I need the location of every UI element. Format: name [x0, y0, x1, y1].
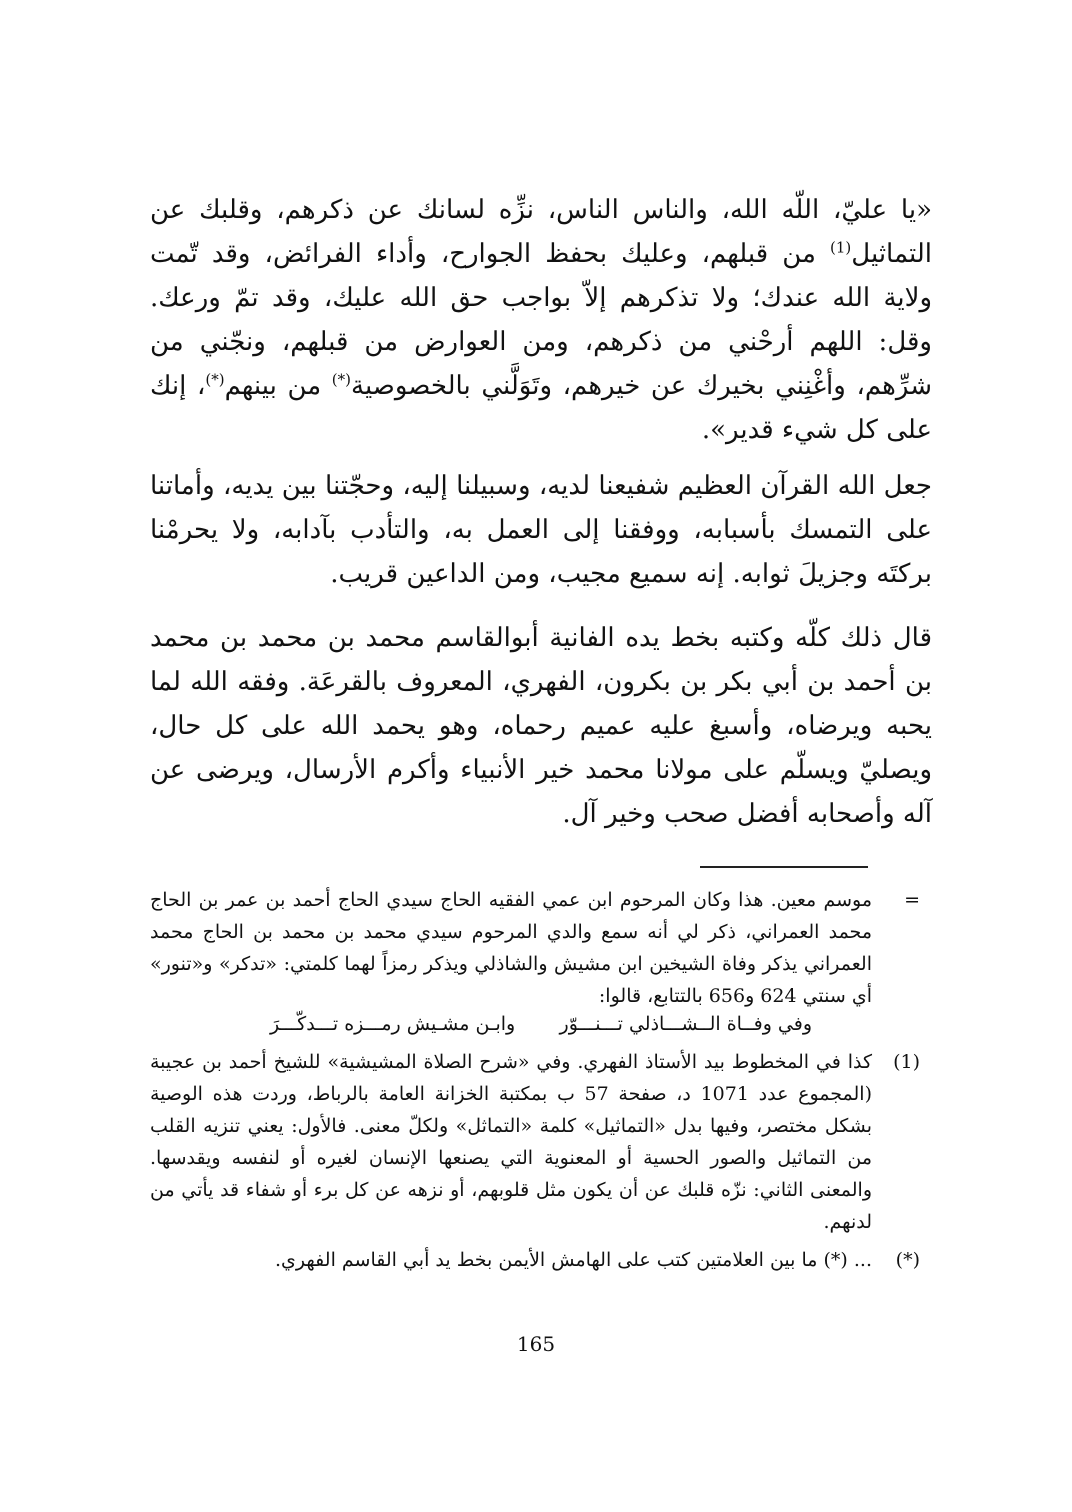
paragraph-3: قال ذلك كلّه وكتبه بخط يده الفانية أبوالقاسم محمد بن محمد بن محمد بن أحمد بن أبي بكر بن بكرون، الفهري، المعروف بالقرعَة. وفقه الله لما يحبه ويرضاه، وأسبغ عليه عميم رحماه، وهو يحمد الله على كل حال، ويصليّ ويسلّم على مولانا محمد خير الأنبياء وأكرم الأرسال، ويرضى عن آله وأصحابه أفضل صحب وخير آل. — [150, 623, 932, 829]
footnote-separator-rule — [700, 866, 868, 868]
footnote-ref-1: (1) — [830, 238, 852, 257]
footnote-continuation-text: موسم معين. هذا وكان المرحوم ابن عمي الفقيه الحاج سيدي الحاج أحمد بن عمر بن الحاج محمد العمراني، ذكر لي أنه سمع والدي المرحوم سيدي محمد بن محمد بن الحاج محمد العمراني يذكر وفاة الشيخين ابن مشيش والشاذلي ويذكر رمزاً لهما كلمتي: «تدكر» و«تنور» أي سنتي 624 و656 بالتتابع، قالوا: — [150, 889, 872, 1007]
footnote-1-text: كذا في المخطوط بيد الأستاذ الفهري. وفي «شرح الصلاة المشيشية» للشيخ أحمد بن عجيبة (المجموع عدد 1071 د، صفحة 57 ب بمكتبة الخزانة العامة بالرباط، وردت هذه الوصية بشكل مختصر، وفيها بدل «التماثيل» كلمة «التماثل» ولكلّ معنى. فالأول: يعني تنزيه القلب من التماثيل والصور الحسية أو المعنوية التي يصنعها الإنسان لغيره أو لنفسه ويقدسها. والمعنى الثاني: نزّه قلبك عن أن يكون مثل قلوبهم، أو نزهه عن كل برء أو شفاء قد يأتي من لدنهم. — [150, 1051, 872, 1233]
footnote-ref-star-2: (*) — [205, 370, 225, 389]
paragraph-2: جعل الله القرآن العظيم شفيعنا لديه، وسبيلنا إليه، وحجّتنا بين يديه، وأماتنا على التمسك بأسبابه، ووفقنا إلى العمل به، والتأدب بآدابه، ولا يحرمْنا بركتَه وجزيلَ ثوابه. إنه سميع مجيب، ومن الداعين قريب. — [150, 471, 932, 589]
footnote-1 — [150, 1046, 920, 1238]
footnote-star-text: ... (*) ما بين العلامتين كتب على الهامش الأيمن بخط يد أبي القاسم الفهري. — [275, 1249, 872, 1271]
paragraph-1-text-middle: من قبلهم، وعليك بحفظ الجوارح، وأداء الفرائض، وقد تّمت ولاية الله عندك؛ ولا تذكرهم إلاّ بواجب حق الله عليك، وقد تمّ ورعك. وقل: اللهم أرحْني من ذكرهم، ومن العوارض من قبلهم، ونجّني من شرِّهم، وأغْنِني بخيرك عن خيرهم، وتَوَلَّني بالخصوصية — [150, 239, 932, 401]
paragraph-1-text-after-star: من بينهم — [224, 371, 332, 401]
page-number: 165 — [516, 1332, 556, 1356]
poem-verse — [150, 1008, 872, 1040]
footnote-continuation — [150, 884, 920, 1040]
footnote-star — [150, 1244, 920, 1276]
footnote-star-mark: (*) — [895, 1249, 920, 1271]
footnote-1-mark: (1) — [893, 1051, 920, 1073]
paragraph-1-text-end: ، إنك على كل شيء قدير». — [150, 371, 932, 445]
footnotes-section — [150, 884, 920, 1282]
verse-hemistich-right: وفي وفــاة الــشـــاذلي تـــنـــوّر — [559, 1013, 812, 1035]
verse-hemistich-left: وابـن مشـيش رمـــزه تـــدكّـــرَ — [270, 1013, 516, 1035]
paragraph-1-text-start: «يا عليّ، اللّه الله، والناس الناس، نزِّه لسانك عن ذكرهم، وقلبك عن التماثيل — [150, 195, 932, 269]
footnote-continuation-mark: = — [904, 889, 920, 911]
paragraph-1 — [150, 188, 932, 452]
footnote-ref-star-1: (*) — [331, 370, 352, 389]
